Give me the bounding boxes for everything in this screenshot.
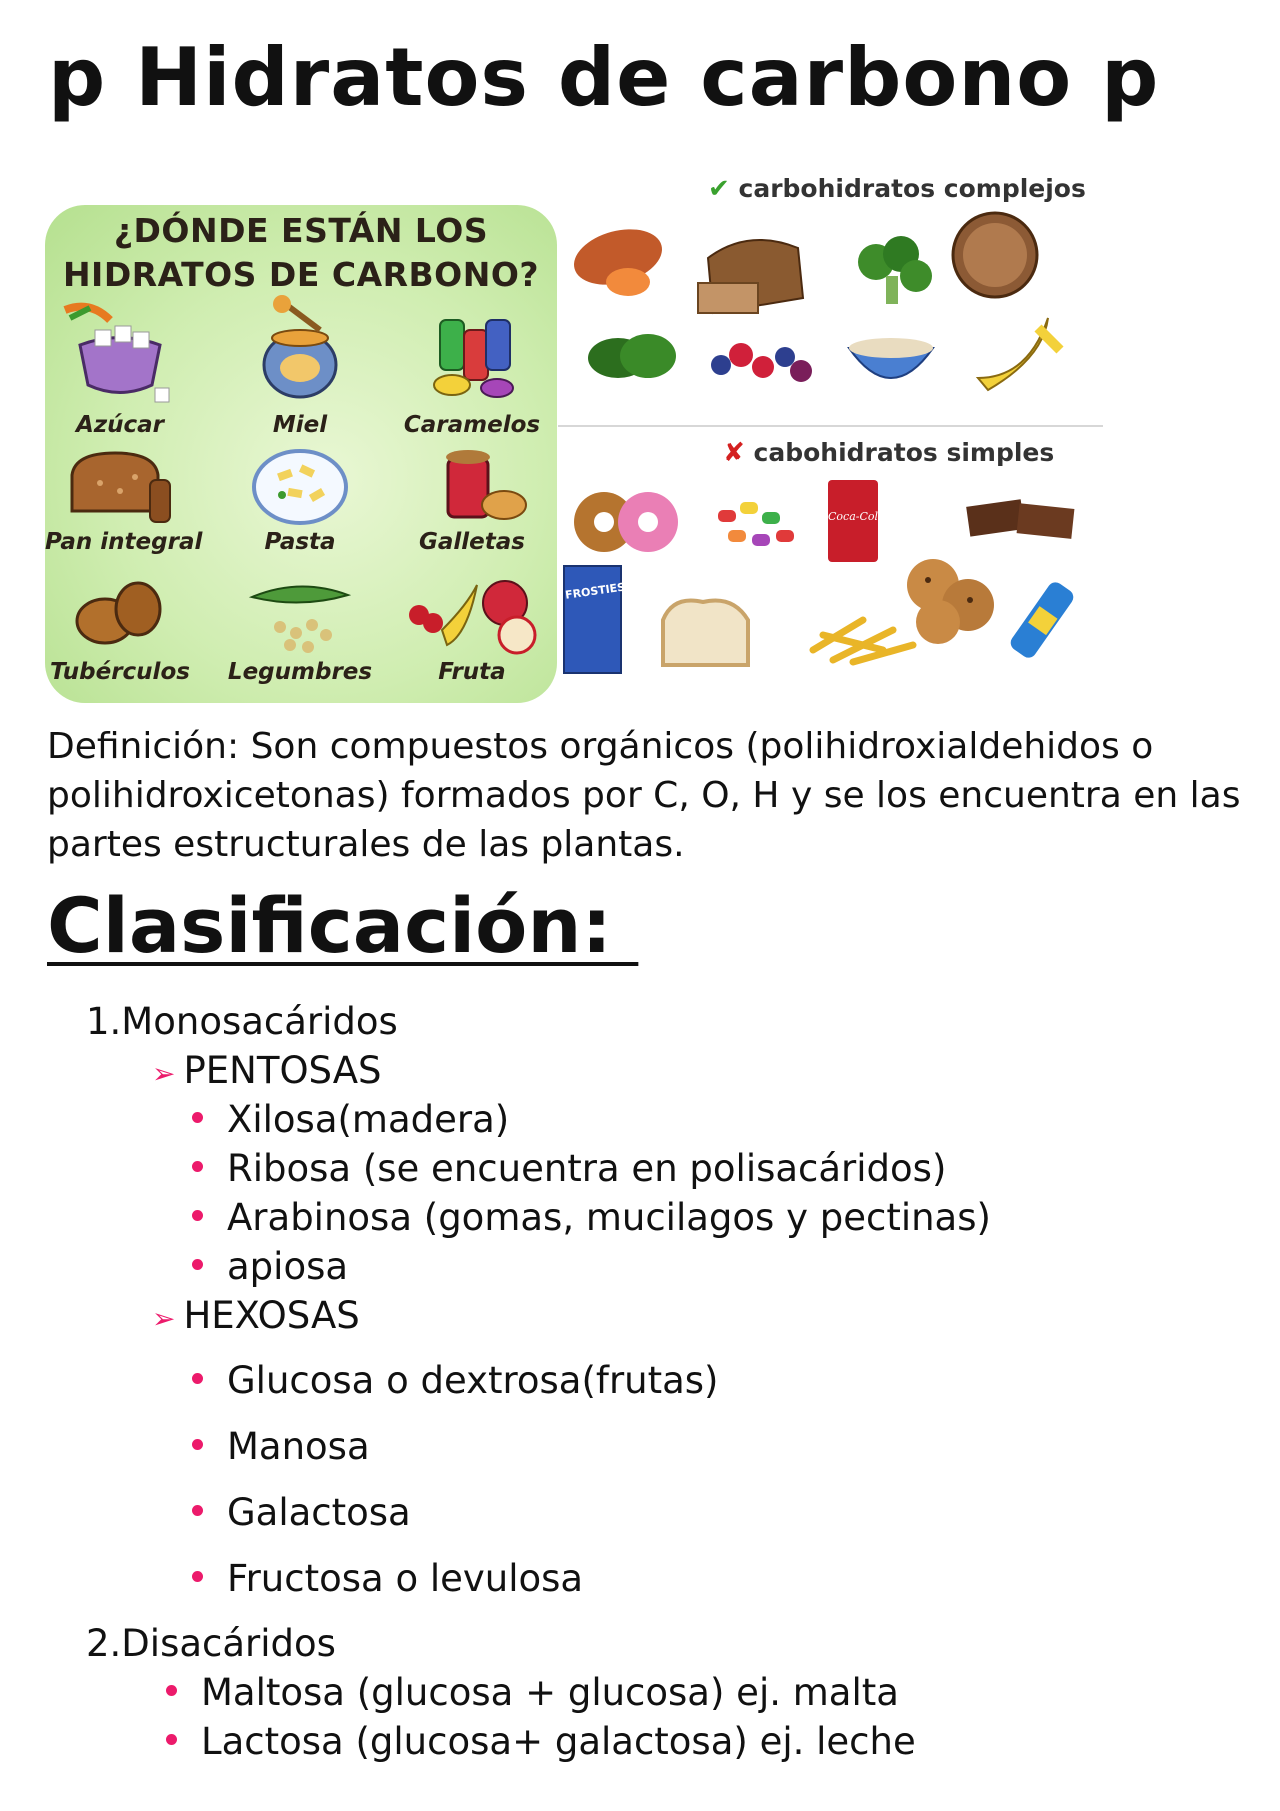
food-label: Caramelos [403,412,541,438]
bread-loaf-icon [60,445,180,527]
carbohydrate-sources-infographic [45,205,557,703]
fruits-icon [397,575,547,657]
bullet-icon [166,1734,177,1745]
definition-text: Definición: Son compuestos orgánicos (polihidroxialdehidos o polihidroxicetonas) formados por C, O, H y se los encuentra en las partes estructurales de las plantas. [47,726,1241,865]
brown-rice-bowl-icon [948,208,1043,303]
food-galletas [397,445,547,555]
food-label: Pan integral [45,529,203,555]
section-divider [558,425,1103,427]
list-item-text: Lactosa (glucosa+ galactosa) ej. leche [201,1720,916,1763]
simple-carbs-label: cabohidratos simples [753,438,1055,467]
gummy-candies-icon [708,490,808,565]
list-item-text: Xilosa(madera) [227,1098,510,1141]
list-item [192,1491,411,1534]
chocolate-icon [958,488,1078,548]
carbohydrates-collage [558,170,1103,700]
cereal-brand-text: FROSTIES [564,580,626,602]
food-label: Legumbres [227,659,373,685]
cookies-jar-icon [412,445,532,527]
food-fruta [397,575,547,685]
page-title: p Hidratos de carbono p [48,31,1160,124]
oatmeal-bowl-icon [841,318,941,398]
check-icon: ✔ [708,174,730,204]
food-label: Pasta [264,529,336,555]
list-item [192,1425,370,1468]
complex-carbs-label: carbohidratos complejos [738,174,1086,203]
food-legumbres [225,575,375,685]
broccoli-icon [841,232,941,312]
list-item [192,1359,719,1402]
sports-drink-icon [998,570,1093,665]
sweet-potato-icon [568,212,678,307]
list-item-text: Manosa [227,1425,370,1468]
sugar-bowl-icon [60,290,180,410]
bullet-icon [192,1210,203,1221]
list-item [192,1245,349,1288]
food-miel [225,290,375,438]
group-hexosas [152,1294,360,1337]
cereal-box [563,565,626,674]
bullet-icon [192,1373,203,1384]
arrow-bullet-icon: ➢ [152,1302,176,1335]
food-pasta [225,445,375,555]
white-bread-icon [653,590,758,670]
cookies-icon [898,550,1008,650]
banana-icon [968,298,1068,398]
spinach-icon [583,318,683,398]
food-label: Miel [272,412,328,438]
food-label: Azúcar [75,412,165,438]
bullet-icon [192,1439,203,1450]
list-item-text: Glucosa o dextrosa(frutas) [227,1359,719,1402]
infographic-title [45,209,557,297]
arrow-bullet-icon: ➢ [152,1057,176,1090]
list-item-text: Arabinosa (gomas, mucilagos y pectinas) [227,1196,991,1239]
honey-pot-icon [240,290,360,410]
list-item [166,1671,899,1714]
soda-cup [828,480,885,562]
bullet-icon [192,1505,203,1516]
list-item-text: apiosa [227,1245,349,1288]
bullet-icon [192,1161,203,1172]
food-label: Tubérculos [50,659,190,685]
food-tuberculos [45,575,195,685]
classification-heading: Clasificación: [47,881,639,970]
list-item [192,1147,947,1190]
potatoes-icon [60,575,180,657]
pasta-plate-icon [240,445,360,527]
list-item-text: Ribosa (se encuentra en polisacáridos) [227,1147,947,1190]
list-item-text: Fructosa o levulosa [227,1557,584,1600]
list-item [192,1196,991,1239]
food-azucar [45,290,195,438]
food-label: Fruta [438,659,506,685]
donuts-icon [566,482,686,562]
section-disacaridos: 2.Disacáridos [86,1622,336,1665]
list-item-text: Galactosa [227,1491,411,1534]
cross-icon: ✘ [723,438,745,468]
food-label: Galletas [419,529,525,555]
wholegrain-bread-icon [688,228,818,323]
list-item-text: Maltosa (glucosa + glucosa) ej. malta [201,1671,899,1714]
soda-brand-text: Coca-Cola [828,510,885,523]
simple-carbs-header [723,438,1054,468]
bullet-icon [192,1571,203,1582]
list-item [166,1720,916,1763]
legumes-icon [240,575,360,657]
berries-icon [701,325,821,395]
food-pan-integral [45,445,203,555]
list-item [192,1557,584,1600]
list-item [192,1098,510,1141]
bullet-icon [166,1685,177,1696]
food-caramelos [397,290,547,438]
bullet-icon [192,1112,203,1123]
group-label: HEXOSAS [183,1294,360,1337]
group-pentosas [152,1049,382,1092]
section-monosacaridos: 1.Monosacáridos [86,1000,398,1043]
complex-carbs-header [708,174,1086,204]
group-label: PENTOSAS [183,1049,382,1092]
infographic-title-line-2: HIDRATOS DE CARBONO? [62,255,540,294]
candies-icon [412,290,532,410]
infographic-title-line-1: ¿DÓNDE ESTÁN LOS [113,211,489,250]
bullet-icon [192,1259,203,1270]
